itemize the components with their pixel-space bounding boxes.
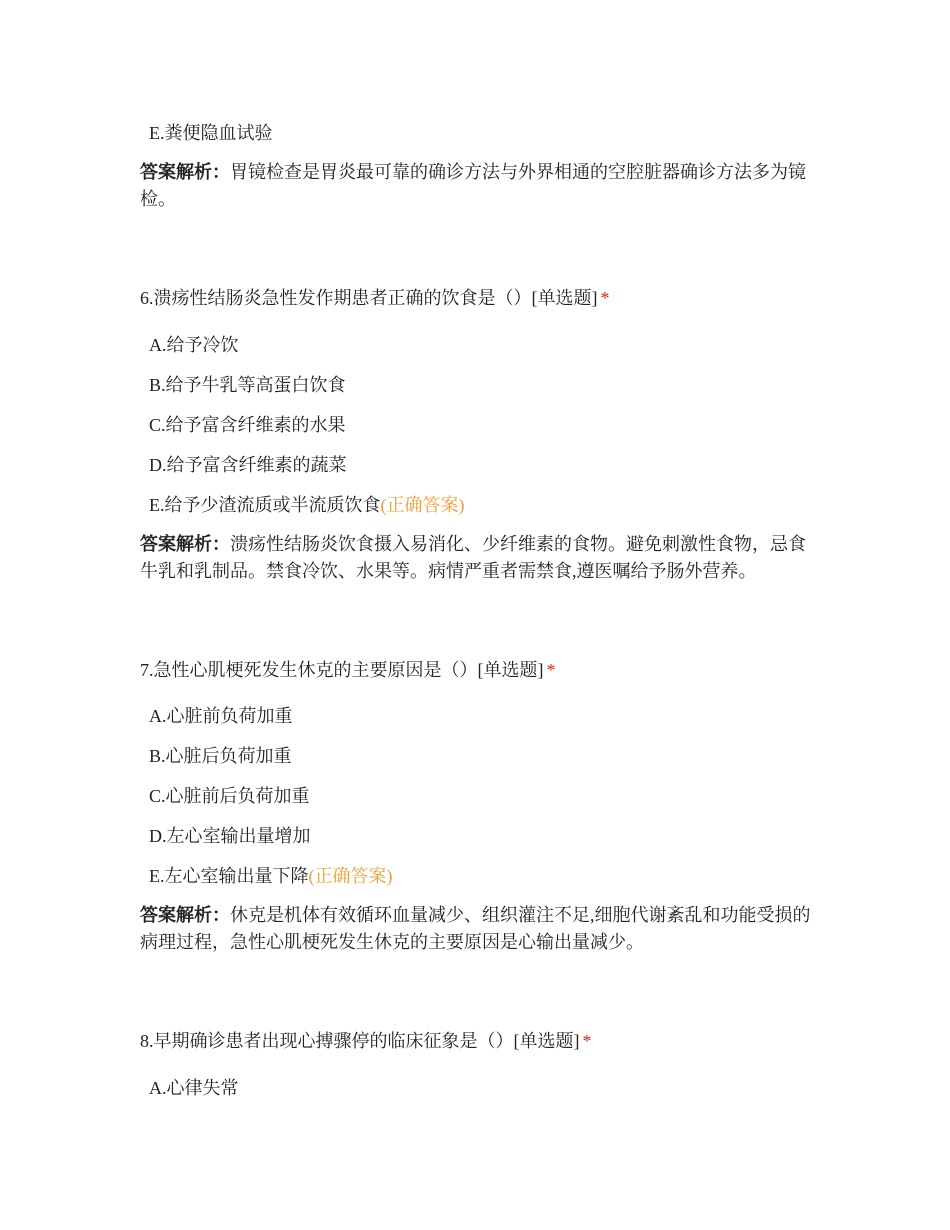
- q5-analysis: [140, 159, 820, 213]
- q7-title-text: 7.急性心肌梗死发生休克的主要原因是（）[单选题]: [140, 660, 544, 680]
- q7-analysis-label: 答案解析：: [140, 905, 230, 925]
- q7-analysis-text: 休克是机体有效循环血量减少、组织灌注不足,细胞代谢紊乱和功能受损的病理过程，急性心肌梗死发生休克的主要原因是心输出量减少。: [140, 905, 811, 952]
- q6-analysis-text: 溃疡性结肠炎饮食摄入易消化、少纤维素的食物。避免刺激性食物，忌食牛乳和乳制品。禁食冷饮、水果等。病情严重者需禁食,遵医嘱给予肠外营养。: [140, 534, 806, 581]
- q7-correct-tag: (正确答案): [308, 866, 393, 886]
- q7-option-d: D.左心室输出量增加: [149, 826, 311, 846]
- q6-option-d: D.给予富含纤维素的蔬菜: [149, 455, 347, 475]
- q6-title-text: 6.溃疡性结肠炎急性发作期患者正确的饮食是（）[单选题]: [140, 288, 598, 308]
- q6-required-mark: *: [600, 288, 610, 308]
- q6-option-e: [149, 494, 465, 516]
- q7-option-c: C.心脏前后负荷加重: [149, 786, 310, 806]
- q6-option-c: C.给予富含纤维素的水果: [149, 415, 346, 435]
- q8-required-mark: *: [582, 1031, 592, 1051]
- q7-option-e-text: E.左心室输出量下降: [149, 866, 309, 886]
- q7-required-mark: *: [546, 660, 556, 680]
- q5-option-e: E.粪便隐血试验: [149, 123, 273, 143]
- q8-option-a: A.心律失常: [149, 1078, 239, 1098]
- q6-analysis: [140, 531, 820, 585]
- q6-option-a: A.给予冷饮: [149, 335, 239, 355]
- q6-analysis-label: 答案解析：: [140, 534, 230, 554]
- q7-option-a: A.心脏前负荷加重: [149, 706, 293, 726]
- q7-title: [140, 659, 556, 681]
- q7-option-e: [149, 865, 393, 887]
- q6-correct-tag: (正确答案): [380, 495, 465, 515]
- q6-option-b: B.给予牛乳等高蛋白饮食: [149, 375, 346, 395]
- q5-analysis-label: 答案解析：: [140, 162, 230, 182]
- q6-title: [140, 287, 610, 309]
- q7-option-b: B.心脏后负荷加重: [149, 746, 292, 766]
- q8-title: [140, 1030, 592, 1052]
- q8-title-text: 8.早期确诊患者出现心搏骤停的临床征象是（）[单选题]: [140, 1031, 580, 1051]
- q5-analysis-text: 胃镜检查是胃炎最可靠的确诊方法与外界相通的空腔脏器确诊方法多为镜检。: [140, 162, 806, 209]
- q6-option-e-text: E.给予少渣流质或半流质饮食: [149, 495, 381, 515]
- q7-analysis: [140, 902, 820, 956]
